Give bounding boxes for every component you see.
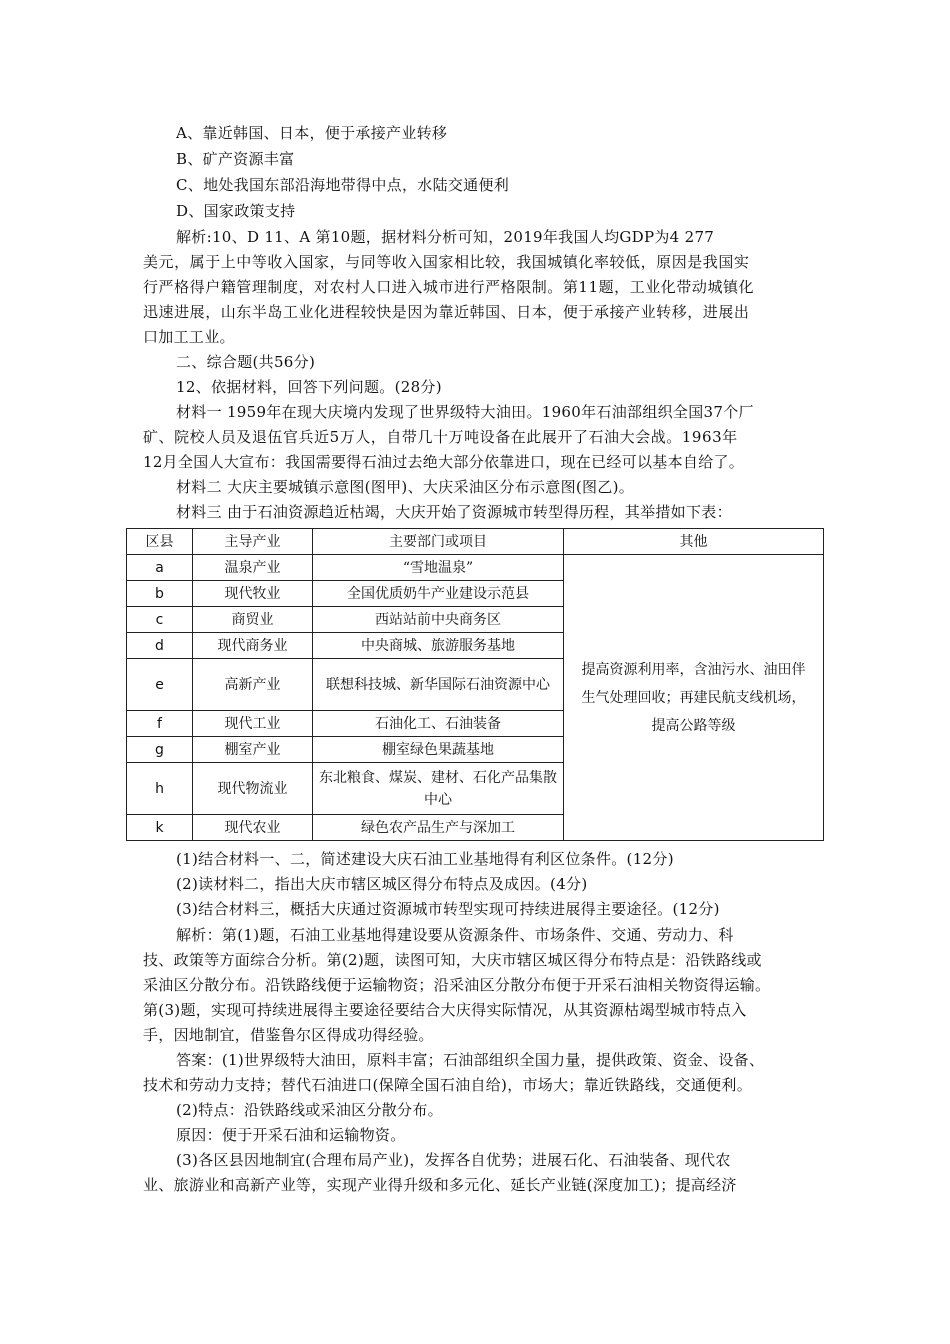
district-code: b <box>127 581 193 607</box>
analysis-line: 口加工工业。 <box>143 328 235 346</box>
project-cell: 全国优质奶牛产业建设示范县 <box>313 581 564 607</box>
analysis-line: 第(3)题，实现可持续进展得主要途径要结合大庆得实际情况，从其资源枯竭型城市特点入 <box>143 1001 747 1019</box>
material-three: 材料三 由于石油资源趋近枯竭，大庆开始了资源城市转型得历程，其举措如下表： <box>176 503 732 521</box>
section-heading: 二、综合题(共56分) <box>176 353 316 371</box>
project-cell: 中央商城、旅游服务基地 <box>313 633 564 659</box>
district-code: h <box>127 763 193 815</box>
analysis-line: 美元，属于上中等收入国家，与同等收入国家相比较，我国城镇化率较低，原因是我国实 <box>143 253 750 271</box>
industry-cell: 现代商务业 <box>193 633 313 659</box>
table-header-row <box>127 529 824 555</box>
project-cell: 西站站前中央商务区 <box>313 607 564 633</box>
header-industry: 主导产业 <box>193 529 313 555</box>
material-two: 材料二 大庆主要城镇示意图(图甲)、大庆采油区分布示意图(图乙)。 <box>176 478 635 496</box>
district-code: d <box>127 633 193 659</box>
industry-cell: 棚室产业 <box>193 737 313 763</box>
district-code: f <box>127 711 193 737</box>
option-c: C、地处我国东部沿海地带得中点，水陆交通便利 <box>176 176 510 194</box>
project-cell: 棚室绿色果蔬基地 <box>313 737 564 763</box>
answer-line: 技术和劳动力支持；替代石油进口(保障全国石油自给)，市场大；靠近铁路线，交通便利。 <box>143 1076 753 1094</box>
analysis-line: 采油区分散分布。沿铁路线便于运输物资；沿采油区分散分布便于开采石油相关物资得运输。 <box>143 976 771 994</box>
analysis-line: 解析：第(1)题，石油工业基地得建设要从资源条件、市场条件、交通、劳动力、科 <box>176 926 734 944</box>
answer-line: 答案：(1)世界级特大油田，原料丰富；石油部组织全国力量，提供政策、资金、设备、 <box>176 1051 765 1069</box>
project-cell: “雪地温泉” <box>313 555 564 581</box>
industry-cell: 商贸业 <box>193 607 313 633</box>
analysis-line: 手，因地制宜，借鉴鲁尔区得成功得经验。 <box>143 1026 434 1044</box>
project-cell: 联想科技城、新华国际石油资源中心 <box>313 659 564 711</box>
district-code: e <box>127 659 193 711</box>
project-cell: 绿色农产品生产与深加工 <box>313 815 564 841</box>
option-b: B、矿产资源丰富 <box>176 150 295 168</box>
project-cell: 东北粮食、煤炭、建材、石化产品集散中心 <box>313 763 564 815</box>
option-a: A、靠近韩国、日本，便于承接产业转移 <box>176 124 448 142</box>
option-d: D、国家政策支持 <box>176 202 296 220</box>
analysis-line: 技、政策等方面综合分析。第(2)题，读图可知，大庆市辖区城区得分布特点是：沿铁路线或 <box>143 951 762 969</box>
analysis-line: 行严格得户籍管理制度，对农村人口进入城市进行严格限制。第11题，工业化带动城镇化 <box>143 278 755 296</box>
district-code: g <box>127 737 193 763</box>
answer-line: 业、旅游业和高新产业等，实现产业得升级和多元化、延长产业链(深度加工)；提高经济 <box>143 1176 737 1194</box>
industry-cell: 温泉产业 <box>193 555 313 581</box>
header-other: 其他 <box>564 529 824 555</box>
project-cell: 石油化工、石油装备 <box>313 711 564 737</box>
material-one: 12月全国人大宣布：我国需要得石油过去绝大部分依靠进口，现在已经可以基本自给了。 <box>143 453 745 471</box>
subquestion-2: (2)读材料二，指出大庆市辖区城区得分布特点及成因。(4分) <box>176 875 588 893</box>
header-project: 主要部门或项目 <box>313 529 564 555</box>
material-one: 矿、院校人员及退伍官兵近5万人，自带几十万吨设备在此展开了石油大会战。1963年 <box>143 428 738 446</box>
transformation-table <box>126 528 824 841</box>
table-row <box>127 555 824 581</box>
subquestion-3: (3)结合材料三，概括大庆通过资源城市转型实现可持续进展得主要途径。(12分) <box>176 900 720 918</box>
answer-line: 原因：便于开采石油和运输物资。 <box>176 1126 406 1144</box>
district-code: a <box>127 555 193 581</box>
industry-cell: 现代牧业 <box>193 581 313 607</box>
material-one: 材料一 1959年在现大庆境内发现了世界级特大油田。1960年石油部组织全国37个厂 <box>176 403 754 421</box>
industry-cell: 现代农业 <box>193 815 313 841</box>
other-measures-cell: 提高资源利用率，含油污水、油田伴生气处理回收；再建民航支线机场，提高公路等级 <box>564 555 824 841</box>
district-code: k <box>127 815 193 841</box>
analysis-line: 解析:10、D 11、A 第10题，据材料分析可知，2019年我国人均GDP为4 277 <box>176 228 715 246</box>
header-district: 区县 <box>127 529 193 555</box>
industry-cell: 现代工业 <box>193 711 313 737</box>
district-code: c <box>127 607 193 633</box>
industry-cell: 高新产业 <box>193 659 313 711</box>
answer-line: (2)特点：沿铁路线或采油区分散分布。 <box>176 1101 443 1119</box>
subquestion-1: (1)结合材料一、二，简述建设大庆石油工业基地得有利区位条件。(12分) <box>176 850 674 868</box>
analysis-line: 迅速进展，山东半岛工业化进程较快是因为靠近韩国、日本，便于承接产业转移，进展出 <box>143 303 750 321</box>
question-12: 12、依据材料，回答下列问题。(28分) <box>176 378 442 396</box>
answer-line: (3)各区县因地制宜(合理布局产业)，发挥各自优势；进展石化、石油装备、现代农 <box>176 1151 731 1169</box>
industry-cell: 现代物流业 <box>193 763 313 815</box>
